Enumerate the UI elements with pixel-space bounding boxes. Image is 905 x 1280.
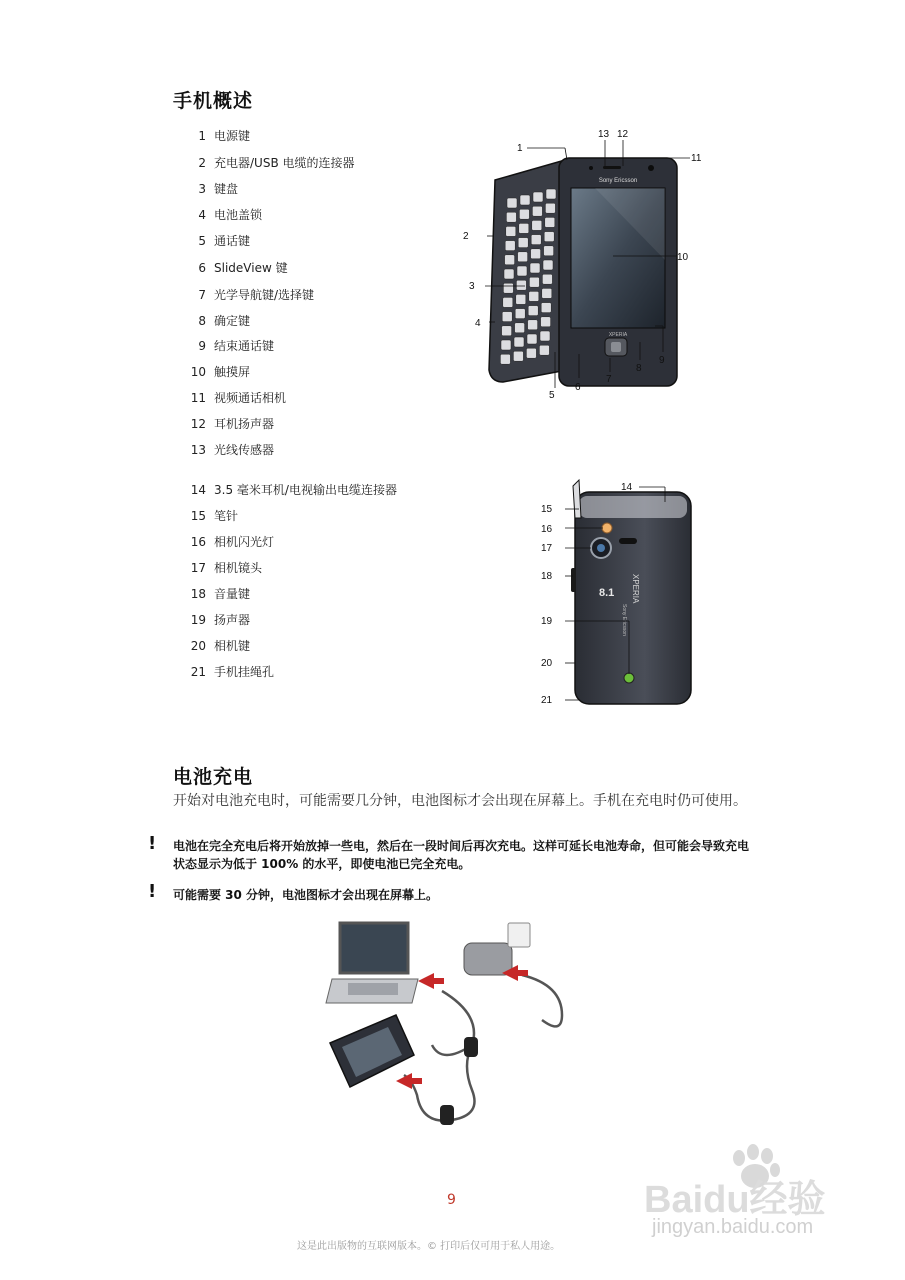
keyboard-key [529, 291, 539, 301]
light-sensor [589, 166, 593, 170]
callout-19: 19 [541, 616, 553, 627]
charging-intro: 开始对电池充电时，可能需要几分钟，电池图标才会出现在屏幕上。手机在充电时仍可使用。 [173, 793, 747, 809]
part-number: 13 [190, 443, 206, 457]
part-row [188, 533, 274, 550]
stylus [573, 480, 581, 518]
keyboard-key [527, 334, 537, 344]
part-label: 手机挂绳孔 [214, 665, 275, 679]
callout-6: 6 [575, 382, 581, 393]
callout-16: 16 [541, 524, 553, 535]
keyboard-key [542, 288, 552, 298]
part-label: 充电器/USB 电缆的连接器 [214, 156, 355, 170]
part-number: 9 [198, 339, 206, 353]
callout-3: 3 [469, 281, 475, 292]
keyboard-key [506, 226, 516, 236]
callout-13: 13 [598, 129, 610, 140]
part-row [188, 441, 274, 458]
part-row [188, 206, 262, 223]
callout-20: 20 [541, 658, 553, 669]
part-row [188, 180, 238, 197]
keyboard-key [531, 235, 541, 245]
warning-icon: ! [148, 833, 157, 854]
keyboard-key [506, 212, 516, 222]
callout-18: 18 [541, 571, 553, 582]
part-number: 6 [198, 261, 206, 275]
part-label: 结束通话键 [214, 339, 275, 353]
keyboard-key [514, 337, 524, 347]
part-row [188, 232, 250, 249]
keyboard-key [517, 266, 527, 276]
keyboard-key [503, 297, 513, 307]
keyboard-key [542, 274, 552, 284]
back-brand-text: Sony Ericsson [621, 604, 627, 636]
speaker-grill [619, 538, 637, 544]
part-row [188, 507, 238, 524]
keyboard-key [518, 252, 528, 262]
keyboard-key [541, 303, 551, 313]
keyboard-key [516, 280, 526, 290]
section-title-charging: 电池充电 [173, 766, 254, 788]
keyboard-key [540, 331, 550, 341]
watermark-url: jingyan.baidu.com [652, 1216, 814, 1238]
watermark-text: Baidu经验 [644, 1179, 826, 1221]
keyboard-key [501, 340, 511, 350]
back-phone-illustration [535, 478, 705, 713]
part-row [188, 259, 288, 276]
back-model-text: XPERIA [631, 574, 640, 604]
part-label: 光学导航键/选择键 [214, 288, 315, 302]
part-number: 2 [198, 156, 206, 170]
baidu-watermark [640, 1150, 860, 1250]
keyboard-key [519, 223, 529, 233]
keyboard-key [544, 246, 554, 256]
keyboard-key [528, 320, 538, 330]
part-row [188, 663, 274, 680]
part-number: 21 [190, 665, 206, 679]
part-number: 17 [190, 561, 206, 575]
callout-5: 5 [549, 390, 555, 401]
part-row [188, 363, 250, 380]
keyboard-key [544, 232, 554, 242]
callout-15: 15 [541, 504, 553, 515]
callout-1: 1 [517, 143, 523, 154]
keyboard-key [502, 312, 512, 322]
keyboard-key [505, 255, 515, 265]
keyboard-key [528, 306, 538, 316]
part-number: 14 [190, 483, 206, 497]
keyboard-key [502, 326, 512, 336]
phone-charging-image [330, 1015, 414, 1087]
front-camera [648, 165, 654, 171]
front-phone-illustration [455, 120, 705, 410]
part-row [188, 611, 250, 628]
part-row [188, 286, 314, 303]
footer-notice: 这是此出版物的互联网版本。© 打印后仅可用于私人用途。 [297, 1241, 561, 1252]
part-number: 20 [190, 639, 206, 653]
part-row [188, 585, 250, 602]
wall-charger-image [464, 923, 530, 975]
ferrite-core [464, 1037, 478, 1057]
keyboard-key [533, 192, 543, 202]
laptop-image [326, 923, 418, 1003]
part-number: 16 [190, 535, 206, 549]
model-text: XPERIA [608, 332, 628, 338]
keyboard-key [504, 269, 514, 279]
keyboard-key [531, 249, 541, 259]
page-number: 9 [447, 1192, 456, 1208]
part-number: 3 [198, 182, 206, 196]
section-title-overview: 手机概述 [173, 90, 254, 112]
keyboard-key [543, 260, 553, 270]
keyboard-key [532, 206, 542, 216]
brand-logo [624, 673, 634, 683]
keyboard-key [515, 323, 525, 333]
keyboard-key [541, 317, 551, 327]
part-label: 音量键 [214, 587, 251, 601]
keyboard-key [516, 294, 526, 304]
part-row [188, 389, 286, 406]
warning-icon: ! [148, 881, 157, 902]
callout-7: 7 [606, 374, 612, 385]
keyboard-key [503, 283, 513, 293]
callout-4: 4 [475, 318, 481, 329]
keyboard-key [519, 209, 529, 219]
part-number: 5 [198, 234, 206, 248]
keyboard-key [539, 345, 549, 355]
part-number: 4 [198, 208, 206, 222]
usb-cable [404, 975, 562, 1121]
keyboard-key [520, 195, 530, 205]
note-text: 电池在完全充电后将开始放掉一些电，然后在一段时间后再次充电。这样可延长电池寿命，但可能会导致充电状态显示为低于 100% 的水平，即使电池已完全充电。 [173, 839, 750, 871]
keyboard-key [505, 241, 515, 251]
part-row [188, 127, 250, 144]
camera-flash [602, 523, 612, 533]
part-number: 15 [190, 509, 206, 523]
keyboard-key [518, 238, 528, 248]
keyboard-key [530, 263, 540, 273]
keyboard-key [532, 220, 542, 230]
part-label: 3.5 毫米耳机/电视输出电缆连接器 [214, 483, 397, 497]
keyboard-key [507, 198, 517, 208]
part-label: 笔针 [214, 509, 239, 523]
keyboard-key [515, 309, 525, 319]
keyboard-key [545, 203, 555, 213]
part-row [188, 637, 250, 654]
part-number: 18 [190, 587, 206, 601]
part-number: 12 [190, 417, 206, 431]
part-row [188, 481, 397, 498]
keyboard-key [529, 277, 539, 287]
note-text: 可能需要 30 分钟，电池图标才会出现在屏幕上。 [173, 888, 439, 902]
camera-badge: 8.1 [599, 587, 615, 599]
callout-12: 12 [617, 129, 629, 140]
part-label: 相机镜头 [214, 561, 263, 575]
brand-text: Sony Ericsson [598, 178, 638, 184]
part-row [188, 337, 274, 354]
part-label: 键盘 [214, 182, 239, 196]
earpiece [603, 166, 621, 169]
part-label: 视频通话相机 [214, 391, 287, 405]
charging-illustration [322, 915, 592, 1135]
callout-8: 8 [636, 363, 642, 374]
part-label: 扬声器 [214, 613, 251, 627]
part-number: 8 [198, 314, 206, 328]
part-number: 19 [190, 613, 206, 627]
part-number: 7 [198, 288, 206, 302]
callout-2: 2 [463, 231, 469, 242]
part-row [188, 415, 274, 432]
part-number: 11 [190, 391, 206, 405]
part-label: SlideView 键 [214, 261, 288, 275]
keyboard-key [513, 351, 523, 361]
part-label: 耳机扬声器 [214, 417, 275, 431]
part-label: 通话键 [214, 234, 251, 248]
callout-17: 17 [541, 543, 553, 554]
callout-21: 21 [541, 695, 553, 706]
keyboard-key [500, 354, 510, 364]
part-number: 10 [190, 365, 206, 379]
keyboard-key [526, 348, 536, 358]
part-label: 确定键 [214, 314, 251, 328]
ferrite-core [440, 1105, 454, 1125]
part-label: 电池盖锁 [214, 208, 263, 222]
callout-10: 10 [677, 252, 689, 263]
part-number: 1 [198, 129, 206, 143]
part-row [188, 154, 355, 171]
part-row [188, 312, 250, 329]
part-row [188, 559, 262, 576]
part-label: 相机闪光灯 [214, 535, 275, 549]
part-label: 光线传感器 [214, 443, 275, 457]
callout-14: 14 [621, 482, 633, 493]
callout-9: 9 [659, 355, 665, 366]
volume-key [571, 568, 576, 592]
part-label: 电源键 [214, 129, 251, 143]
keyboard-key [546, 189, 556, 199]
keyboard-key [545, 217, 555, 227]
part-label: 触摸屏 [214, 365, 251, 379]
callout-11: 11 [691, 153, 702, 164]
part-label: 相机键 [214, 639, 251, 653]
